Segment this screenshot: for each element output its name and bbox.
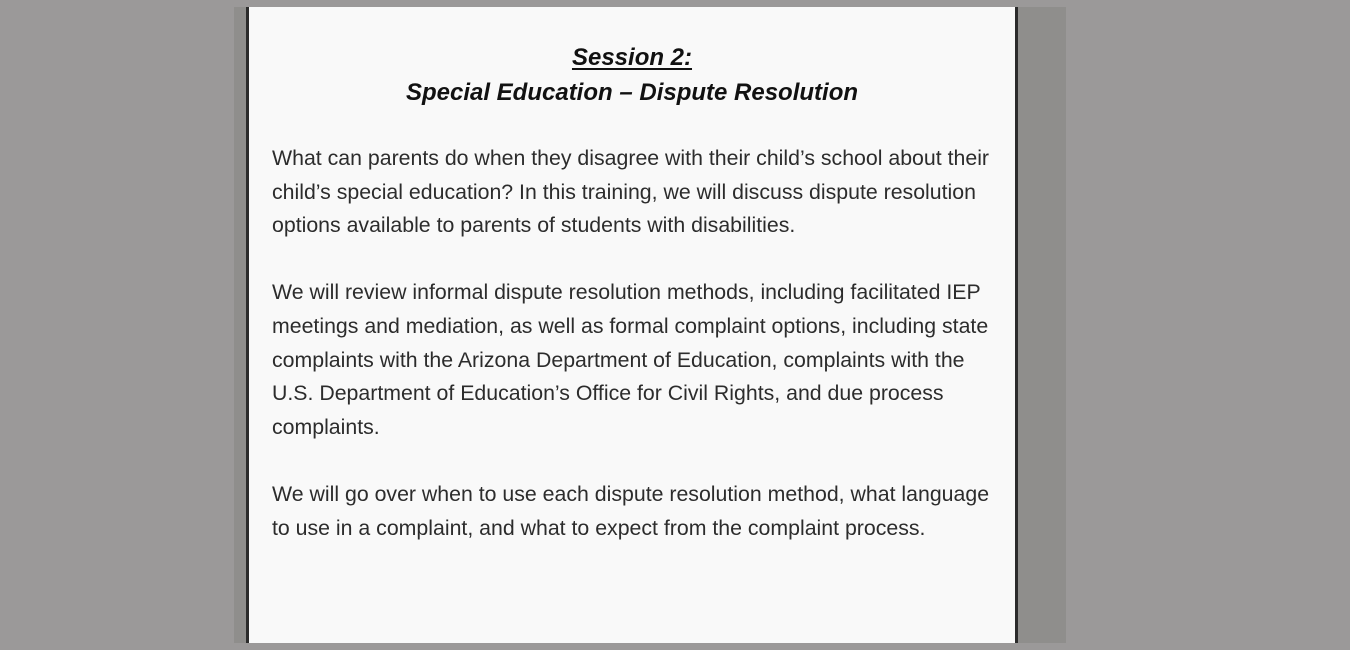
- paragraph-intro: What can parents do when they disagree with their child’s school about their child’s special education? In this training, we will discuss dispute resolution options available to parents of students with disabilities.: [272, 146, 990, 238]
- document-viewer[interactable]: [234, 7, 1066, 643]
- document-page: [246, 7, 1018, 643]
- paragraph-usage: We will go over when to use each dispute resolution method, what language to use in a complaint, and what to expect from the complaint process.: [272, 481, 990, 540]
- page-title: [249, 40, 1015, 110]
- session-subtitle: Special Education – Dispute Resolution: [405, 79, 859, 106]
- document-body: [272, 142, 1007, 579]
- session-title: Session 2:: [571, 44, 693, 71]
- paragraph-methods: We will review informal dispute resolution methods, including facilitated IEP meetings and mediation, as well as formal complaint options, including state complaints with the Arizona Department of Education, complaints with the U.S. Department of Education’s Office for Civil Rights, and due process complaints.: [272, 280, 989, 439]
